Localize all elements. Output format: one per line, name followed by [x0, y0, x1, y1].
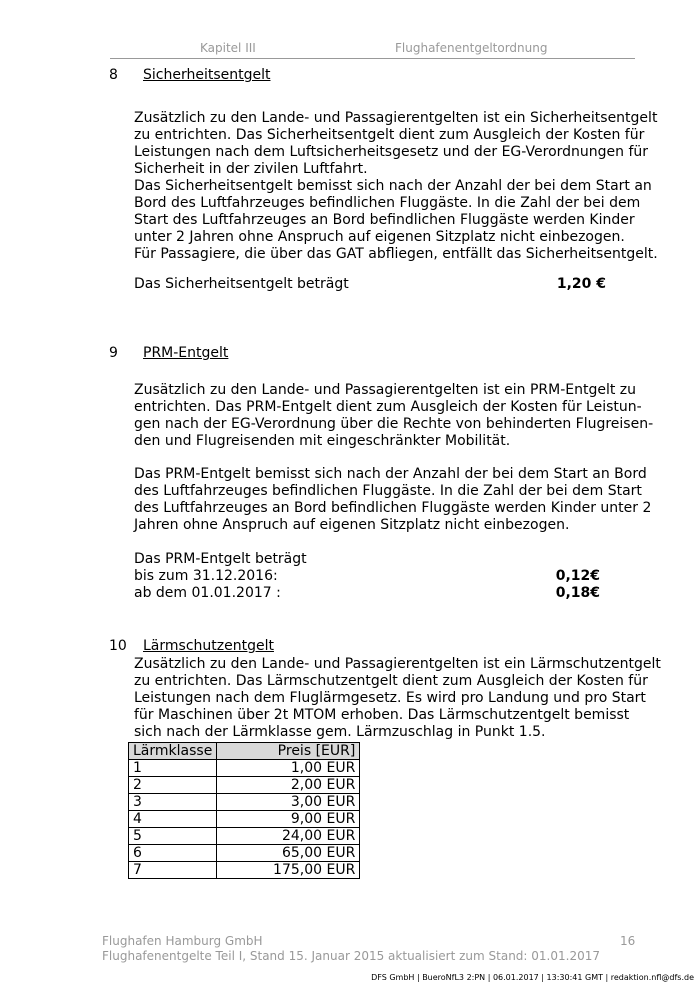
- footer-document-info: Flughafenentgelte Teil I, Stand 15. Januar 2015 aktualisiert zum Stand: 01.01.2017: [102, 949, 600, 963]
- table-row: [129, 760, 360, 777]
- section-9-para-2: [134, 466, 652, 534]
- section-title: Sicherheitsentgelt: [143, 67, 271, 83]
- noise-class-cell: 1: [129, 760, 217, 777]
- text-line: Jahren ohne Anspruch auf eigenen Sitzplatz nicht einbezogen.: [134, 517, 570, 533]
- price-cell: 1,00 EUR: [217, 760, 360, 777]
- table-row: [129, 828, 360, 845]
- text-line: unter 2 Jahren ohne Anspruch auf eigenen Sitzplatz nicht einbezogen.: [134, 229, 625, 245]
- footer-company: Flughafen Hamburg GmbH: [102, 934, 263, 948]
- text-line: Sicherheit in der zivilen Luftfahrt.: [134, 161, 368, 177]
- text-line: Leistungen nach dem Luftsicherheitsgesetz und der EG-Verordnungen für: [134, 144, 649, 160]
- table-row: [129, 794, 360, 811]
- noise-class-cell: 4: [129, 811, 217, 828]
- table-row: [129, 862, 360, 879]
- text-line: den und Flugreisenden mit eingeschränkter Mobilität.: [134, 433, 511, 449]
- text-line: Zusätzlich zu den Lande- und Passagierentgelten ist ein PRM-Entgelt zu: [134, 382, 637, 398]
- section-title: Lärmschutzentgelt: [143, 638, 274, 654]
- text-line: zu entrichten. Das Lärmschutzentgelt dient zum Ausgleich der Kosten für: [134, 673, 648, 689]
- fee-value: 0,12€: [555, 568, 600, 584]
- price-cell: 65,00 EUR: [217, 845, 360, 862]
- text-line: Start des Luftfahrzeuges an Bord befindlichen Fluggäste werden Kinder: [134, 212, 635, 228]
- section-title: PRM-Entgelt: [143, 345, 229, 361]
- price-cell: 24,00 EUR: [217, 828, 360, 845]
- text-line: Das PRM-Entgelt bemisst sich nach der Anzahl der bei dem Start an Bord: [134, 466, 647, 482]
- table-header-row: [129, 743, 360, 760]
- text-line: Für Passagiere, die über das GAT abfliegen, entfällt das Sicherheitsentgelt.: [134, 246, 658, 262]
- text-line: zu entrichten. Das Sicherheitsentgelt dient zum Ausgleich der Kosten für: [134, 127, 645, 143]
- fee-label: ab dem 01.01.2017 :: [134, 585, 281, 601]
- prm-fee-row-1: [134, 568, 600, 585]
- running-header: [110, 41, 635, 59]
- prm-fee-row-2: [134, 585, 600, 602]
- header-chapter: Kapitel III: [200, 41, 256, 55]
- section-10-body: [134, 656, 661, 741]
- fee-intro: Das PRM-Entgelt beträgt: [134, 551, 307, 567]
- price-cell: 2,00 EUR: [217, 777, 360, 794]
- price-cell: 175,00 EUR: [217, 862, 360, 879]
- section-8-heading: [109, 67, 409, 84]
- column-header: Preis [EUR]: [217, 743, 360, 760]
- distribution-stamp: DFS GmbH | BueroNfL3 2:PN | 06.01.2017 | 13:30:41 GMT | redaktion.nfl@dfs.de: [371, 973, 694, 982]
- section-10-heading: [109, 638, 409, 655]
- section-number: 9: [109, 345, 118, 361]
- section-9-para-1: [134, 382, 654, 450]
- fee-value: 1,20 €: [556, 276, 606, 292]
- fee-label: bis zum 31.12.2016:: [134, 568, 278, 584]
- fee-label: Das Sicherheitsentgelt beträgt: [134, 276, 349, 292]
- price-cell: 3,00 EUR: [217, 794, 360, 811]
- noise-class-table: [128, 742, 360, 879]
- section-8-body: [134, 110, 658, 263]
- security-fee-row: [134, 276, 606, 293]
- text-line: Zusätzlich zu den Lande- und Passagierentgelten ist ein Lärmschutzentgelt: [134, 656, 661, 672]
- header-title: Flughafenentgeltordnung: [395, 41, 548, 55]
- page-number: 16: [620, 934, 636, 948]
- text-line: entrichten. Das PRM-Entgelt dient zum Ausgleich der Kosten für Leistun-: [134, 399, 642, 415]
- text-line: des Luftfahrzeuges befindlichen Fluggäste. In die Zahl der bei dem Start: [134, 483, 642, 499]
- section-9-heading: [109, 345, 409, 362]
- noise-class-cell: 2: [129, 777, 217, 794]
- column-header: Lärmklasse: [129, 743, 217, 760]
- table-row: [129, 845, 360, 862]
- text-line: des Luftfahrzeuges an Bord befindlichen Fluggäste werden Kinder unter 2: [134, 500, 652, 516]
- fee-value: 0,18€: [555, 585, 600, 601]
- prm-fee-intro: [134, 551, 606, 568]
- section-number: 10: [109, 638, 127, 654]
- noise-class-cell: 3: [129, 794, 217, 811]
- section-number: 8: [109, 67, 118, 83]
- text-line: Bord des Luftfahrzeuges befindlichen Fluggäste. In die Zahl der bei dem: [134, 195, 641, 211]
- noise-class-cell: 6: [129, 845, 217, 862]
- table-row: [129, 811, 360, 828]
- text-line: gen nach der EG-Verordnung über die Rechte von behinderten Flugreisen-: [134, 416, 654, 432]
- noise-class-cell: 7: [129, 862, 217, 879]
- text-line: Zusätzlich zu den Lande- und Passagierentgelten ist ein Sicherheitsentgelt: [134, 110, 658, 126]
- price-cell: 9,00 EUR: [217, 811, 360, 828]
- text-line: Leistungen nach dem Fluglärmgesetz. Es wird pro Landung und pro Start: [134, 690, 646, 706]
- noise-class-cell: 5: [129, 828, 217, 845]
- text-line: Das Sicherheitsentgelt bemisst sich nach der Anzahl der bei dem Start an: [134, 178, 652, 194]
- table-row: [129, 777, 360, 794]
- text-line: für Maschinen über 2t MTOM erhoben. Das Lärmschutzentgelt bemisst: [134, 707, 630, 723]
- text-line: sich nach der Lärmklasse gem. Lärmzuschlag in Punkt 1.5.: [134, 724, 546, 740]
